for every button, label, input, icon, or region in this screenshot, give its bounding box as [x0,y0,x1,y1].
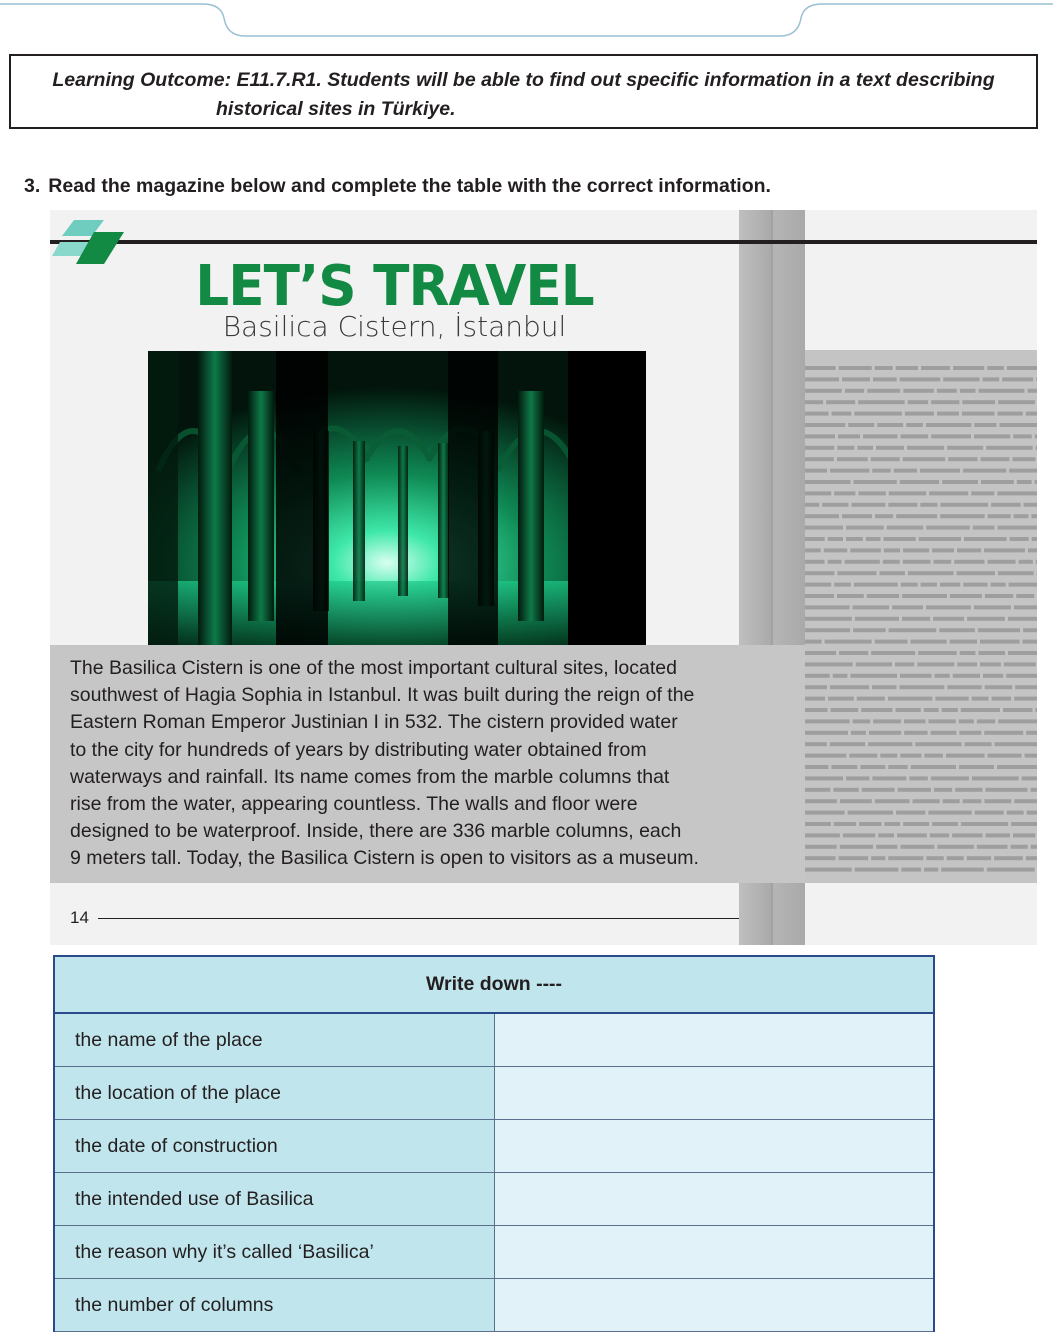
row-label: the reason why it’s called ‘Basilica’ [54,1226,494,1279]
cistern-photo [148,351,646,645]
page-footer-rule [98,918,739,919]
table-row [54,1013,934,1067]
instruction [24,175,771,198]
answer-cell[interactable] [494,1173,934,1226]
row-label: the name of the place [54,1013,494,1067]
row-label: the number of columns [54,1279,494,1332]
table-header: Write down ---- [54,956,934,1013]
article-line: designed to be waterproof. Inside, there are 336 marble columns, each [70,818,750,845]
page-number: 14 [70,908,89,928]
answer-cell[interactable] [494,1067,934,1120]
answer-cell[interactable] [494,1226,934,1279]
article-text [70,655,750,873]
table-row [54,1120,934,1173]
magazine-title: LET’S TRAVEL [67,254,722,319]
top-tab-decoration [0,0,1053,40]
article-line: waterways and rainfall. Its name comes from the marble columns that [70,764,750,791]
article-line: The Basilica Cistern is one of the most important cultural sites, located [70,655,750,682]
article-line: rise from the water, appearing countless. The walls and floor were [70,791,750,818]
instruction-text: Read the magazine below and complete the table with the correct information. [48,175,771,197]
table-row [54,1173,934,1226]
row-label: the location of the place [54,1067,494,1120]
learning-outcome-line1: Learning Outcome: E11.7.R1. Students will be able to find out specific information in a text describing [52,69,994,91]
instruction-number: 3. [24,175,40,197]
worksheet-table [53,955,935,1332]
magazine-top-rule [50,240,1037,244]
row-label: the intended use of Basilica [54,1173,494,1226]
table-row [54,1226,934,1279]
next-page-placeholder-text [805,350,1037,883]
row-label: the date of construction [54,1120,494,1173]
article-line: 9 meters tall. Today, the Basilica Cistern is open to visitors as a museum. [70,845,750,872]
answer-cell[interactable] [494,1120,934,1173]
learning-outcome-box [9,54,1038,129]
answer-cell[interactable] [494,1013,934,1067]
article-line: southwest of Hagia Sophia in Istanbul. It was built during the reign of the [70,682,750,709]
magazine-page [50,210,1037,945]
article-line: to the city for hundreds of years by distributing water obtained from [70,737,750,764]
table-row [54,1067,934,1120]
magazine-subtitle: Basilica Cistern, İstanbul [50,310,739,343]
article-line: Eastern Roman Emperor Justinian I in 532. The cistern provided water [70,709,750,736]
learning-outcome-line2: historical sites in Türkiye. [19,95,1028,124]
